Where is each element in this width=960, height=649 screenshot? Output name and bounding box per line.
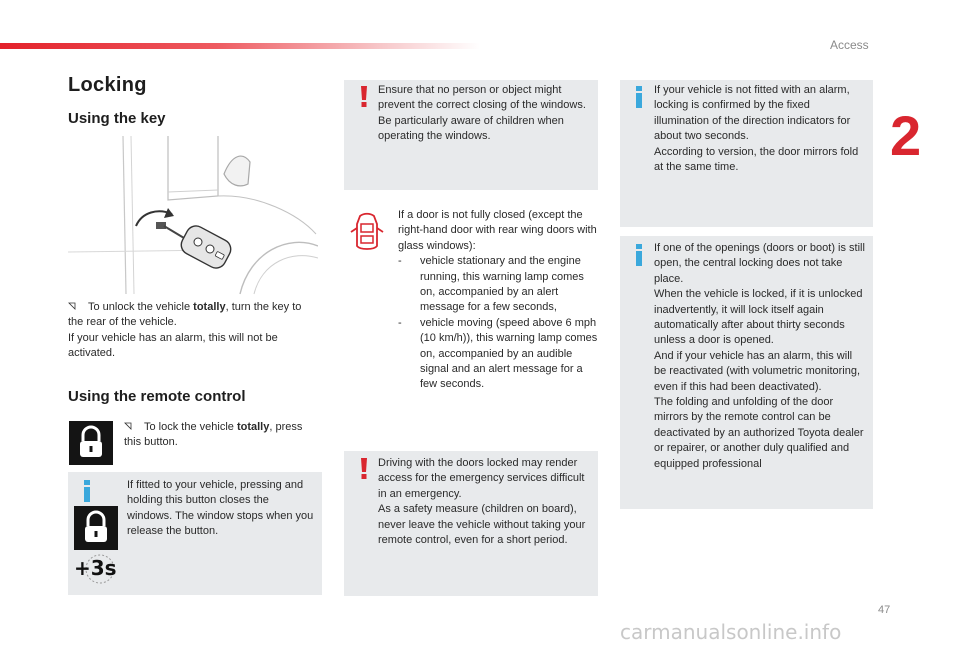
warning-exclamation-icon <box>357 86 371 108</box>
door-warning-text: If a door is not fully closed (except the right-hand door with rear wing doors with glass windows): - vehicle stationary and the engine running, this warning lamp comes on, accompanied by an alert message for a few seconds, - vehicle moving (speed above 6 mph (10 km/h)), this warning lamp comes on, accompanied by an audible signal and an alert message for a few seconds. <box>398 208 598 393</box>
lock-button-icon <box>74 506 118 550</box>
info-icon <box>632 244 646 266</box>
list-item: - vehicle stationary and the engine running, this warning lamp comes on, accompanied by an alert message for a few seconds, <box>398 255 584 314</box>
key-in-door-illustration <box>68 134 318 296</box>
info-windows-text: If fitted to your vehicle, pressing and holding this button closes the windows. The window stops when you release the button. <box>127 479 314 538</box>
door-open-warning-lamp-icon <box>350 212 384 254</box>
watermark: carmanualsonline.info <box>620 620 842 644</box>
warning-exclamation-icon <box>357 458 371 480</box>
info-icon <box>80 480 94 502</box>
list-item: - vehicle moving (speed above 6 mph (10 km/h)), this warning lamp comes on, accompanied by an audible signal and an alert message for a few seconds. <box>398 316 598 391</box>
section-name: Access <box>830 38 869 52</box>
arrow-bullet-icon <box>68 300 88 315</box>
header-accent-bar <box>0 43 480 49</box>
hold-3-seconds-icon: +3s <box>72 553 116 585</box>
key-section-heading: Using the key <box>68 110 166 127</box>
page-number: 47 <box>878 604 891 616</box>
chapter-number: 2 <box>890 104 922 167</box>
arrow-bullet-icon <box>124 420 144 435</box>
warning-driving-text: Driving with the doors locked may render access for the emergency services difficult in an emergency. As a safety measure (children on board), never leave the vehicle without taking your remote control, even for a short period. <box>378 457 586 547</box>
remote-section-heading: Using the remote control <box>68 388 246 405</box>
remote-instruction: To lock the vehicle totally, press this button. <box>124 421 303 449</box>
lock-button-icon <box>69 421 113 465</box>
info-openings-text: If one of the openings (doors or boot) is still open, the central locking does not take place. When the vehicle is locked, if it is unlocked inadvertently, it will lock itself again automatically after about thirty seconds unless a door is opened. And if your vehicle has an alarm, this will be reactivated (with volumetric monitoring, even if this had been deactivated). The folding and unfolding of the door mirrors by the remote control can be deactivated by an authorized Toyota dealer or repairer, or another duly qualified and equipped professional <box>654 242 865 470</box>
warning-windows-text: Ensure that no person or object might prevent the correct closing of the windows. Be particularly aware of children when operating the windows. <box>378 84 586 143</box>
info-alarm-text: If your vehicle is not fitted with an alarm, locking is confirmed by the fixed illumination of the direction indicators for about two seconds. According to version, the door mirrors fold at the same time. <box>654 84 859 174</box>
key-note: If your vehicle has an alarm, this will not be activated. <box>68 331 278 360</box>
info-icon <box>632 86 646 108</box>
key-instruction: To unlock the vehicle totally, turn the key to the rear of the vehicle. If your vehicle has an alarm, this will not be activated. <box>68 301 302 360</box>
page-title: Locking <box>68 74 147 96</box>
